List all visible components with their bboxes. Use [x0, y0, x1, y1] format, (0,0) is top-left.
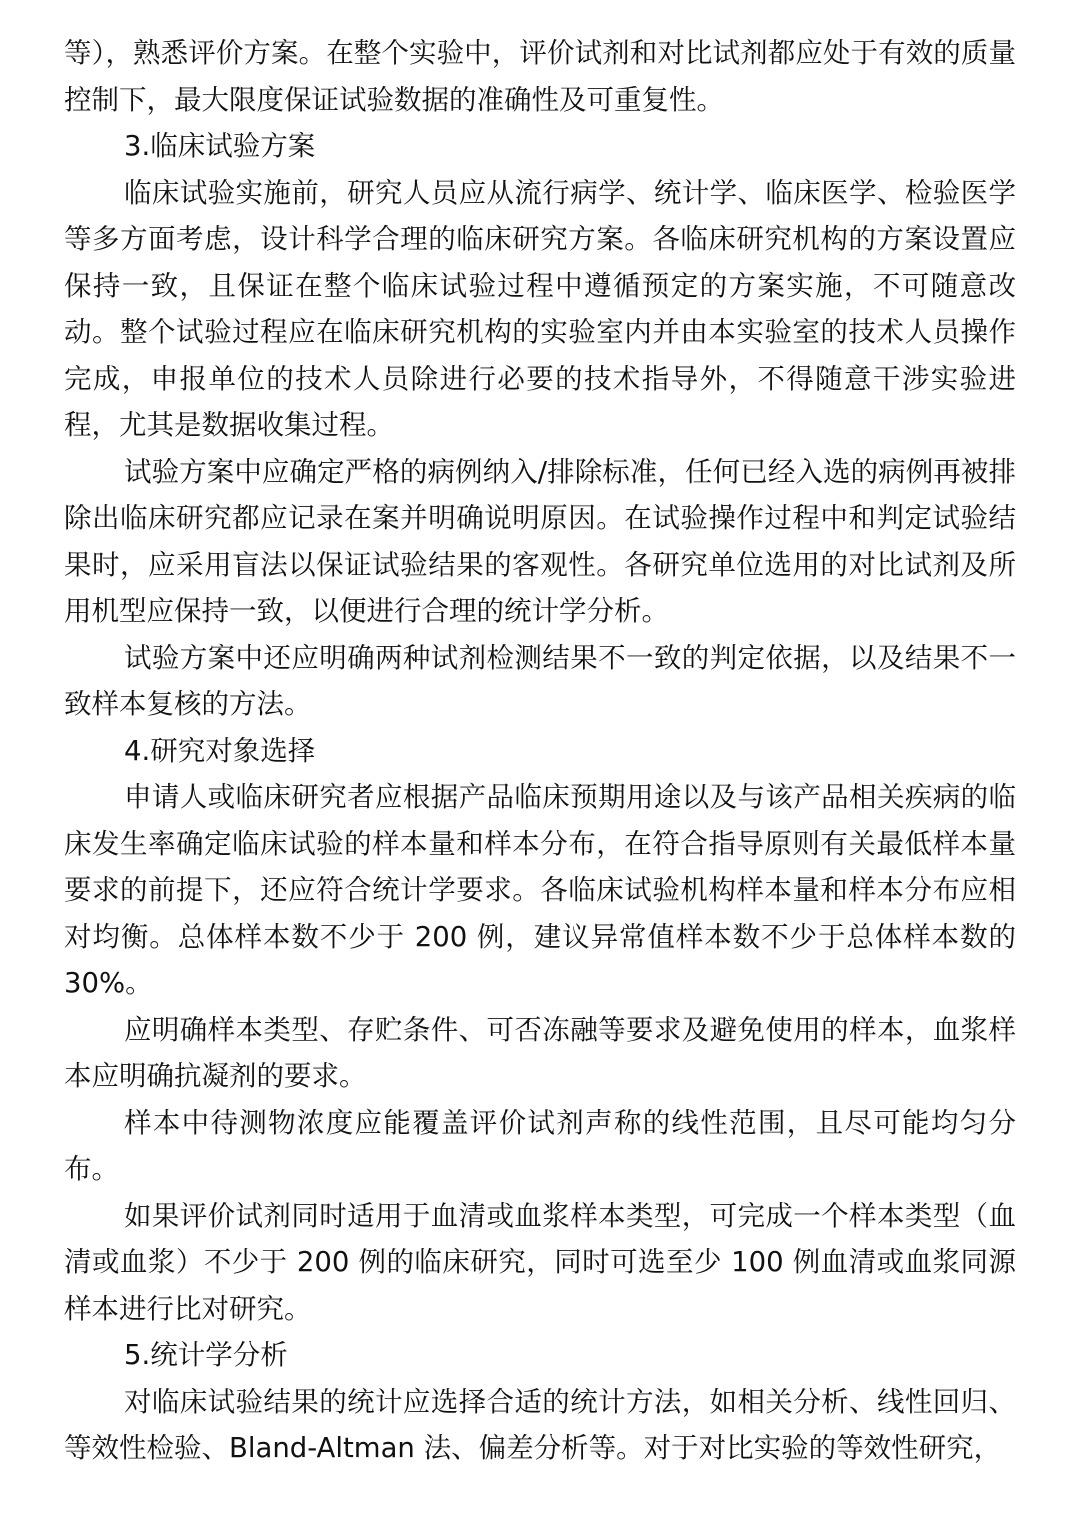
paragraph: 样本中待测物浓度应能覆盖评价试剂声称的线性范围，且尽可能均匀分布。: [64, 1106, 1016, 1185]
section-heading-subject-selection: 4.研究对象选择: [124, 734, 316, 767]
paragraph: 对临床试验结果的统计应选择合适的统计方法，如相关分析、线性回归、等效性检验、Bland-Altman 法、偏差分析等。对于对比实验的等效性研究，: [64, 1385, 1016, 1464]
section-heading-statistical-analysis: 5.统计学分析: [124, 1339, 288, 1371]
paragraph-continuation: 等），熟悉评价方案。在整个实验中，评价试剂和对比试剂都应处于有效的质量控制下，最大限度保证试验数据的准确性及可重复性。: [64, 37, 1016, 116]
section-heading-clinical-trial-plan: 3.临床试验方案: [124, 130, 316, 162]
paragraph: 如果评价试剂同时适用于血清或血浆样本类型，可完成一个样本类型（血清或血浆）不少于 200 例的临床研究，同时可选至少 100 例血清或血浆同源样本进行比对研究。: [64, 1199, 1016, 1325]
paragraph: 申请人或临床研究者应根据产品临床预期用途以及与该产品相关疾病的临床发生率确定临床试验的样本量和样本分布，在符合指导原则有关最低样本量要求的前提下，还应符合统计学要求。各临床试验机构样本量和样本分布应相对均衡。总体样本数不少于 200 例，建议异常值样本数不少于总体样本数的 30%。: [64, 781, 1016, 999]
paragraph: 试验方案中还应明确两种试剂检测结果不一致的判定依据，以及结果不一致样本复核的方法。: [64, 641, 1016, 720]
paragraph: 应明确样本类型、存贮条件、可否冻融等要求及避免使用的样本，血浆样本应明确抗凝剂的要求。: [64, 1013, 1016, 1092]
paragraph: 临床试验实施前，研究人员应从流行病学、统计学、临床医学、检验医学等多方面考虑，设计科学合理的临床研究方案。各临床研究机构的方案设置应保持一致，且保证在整个临床试验过程中遵循预定的方案实施，不可随意改动。整个试验过程应在临床研究机构的实验室内并由本实验室的技术人员操作完成，申报单位的技术人员除进行必要的技术指导外，不得随意干涉实验进程，尤其是数据收集过程。: [64, 176, 1016, 441]
paragraph: 试验方案中应确定严格的病例纳入/排除标准，任何已经入选的病例再被排除出临床研究都应记录在案并明确说明原因。在试验操作过程中和判定试验结果时，应采用盲法以保证试验结果的客观性。各研究单位选用的对比试剂及所用机型应保持一致，以便进行合理的统计学分析。: [64, 455, 1016, 627]
